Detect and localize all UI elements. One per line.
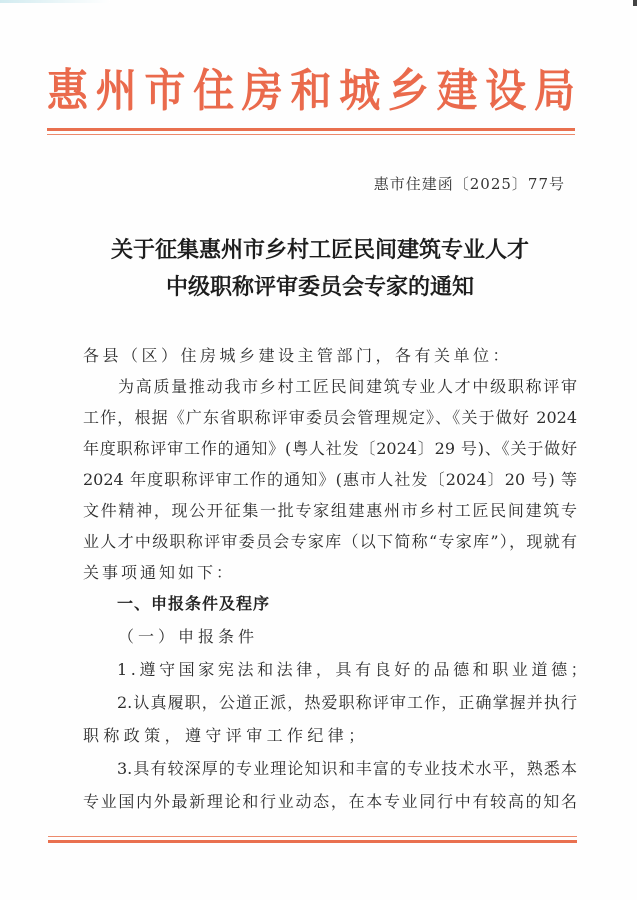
scan-corner-mark bbox=[633, 0, 637, 6]
condition-2-line-2: 职称政策，遵守评审工作纪律； bbox=[83, 726, 369, 745]
intro-line-2: 工作，根据《广东省职称评审委员会管理规定》、《关于做好 2024 bbox=[83, 408, 577, 427]
letterhead-organization-name: 惠州市住房和城乡建设局 bbox=[47, 64, 577, 117]
salutation: 各县（区）住房城乡建设主管部门，各有关单位： bbox=[83, 346, 513, 365]
footer-rule-thin bbox=[48, 836, 577, 837]
condition-1: 1.遵守国家宪法和法律，具有良好的品德和职业道德； bbox=[117, 660, 591, 679]
intro-line-4: 2024 年度职称评审工作的通知》(惠市人社发〔2024〕20 号) 等 bbox=[83, 470, 577, 489]
letterhead-rule-thick bbox=[47, 128, 575, 131]
subsection-1-heading: （一）申报条件 bbox=[118, 627, 259, 646]
intro-line-5: 文件精神，现公开征集一批专家组建惠州市乡村工匠民间建筑专 bbox=[83, 501, 577, 520]
scan-edge-artifact bbox=[0, 0, 110, 3]
condition-2-line-1: 2.认真履职，公道正派，热爱职称评审工作，正确掌握并执行 bbox=[117, 693, 577, 712]
notice-title-line-2: 中级职称评审委员会专家的通知 bbox=[165, 274, 474, 300]
intro-line-6: 业人才中级职称评审委员会专家库（以下简称“专家库”），现就有 bbox=[83, 532, 577, 551]
footer-rule-thick bbox=[48, 840, 577, 843]
condition-3-line-1: 3.具有较深厚的专业理论知识和丰富的专业技术水平，熟悉本 bbox=[117, 759, 577, 778]
notice-title-line-1: 关于征集惠州市乡村工匠民间建筑专业人才 bbox=[110, 237, 529, 263]
letterhead-rule-thin bbox=[47, 134, 575, 135]
intro-line-3: 年度职称评审工作的通知》(粤人社发〔2024〕29 号)、《关于做好 bbox=[83, 439, 577, 458]
intro-line-7: 关事项通知如下： bbox=[83, 563, 236, 582]
document-number: 惠市住建函〔2025〕77号 bbox=[373, 175, 565, 193]
condition-3-line-2: 专业国内外最新理论和行业动态，在本专业同行中有较高的知名 bbox=[83, 792, 577, 811]
section-1-heading: 一、申报条件及程序 bbox=[117, 594, 271, 613]
intro-line-1: 为高质量推动我市乡村工匠民间建筑专业人才中级职称评审 bbox=[118, 377, 577, 396]
